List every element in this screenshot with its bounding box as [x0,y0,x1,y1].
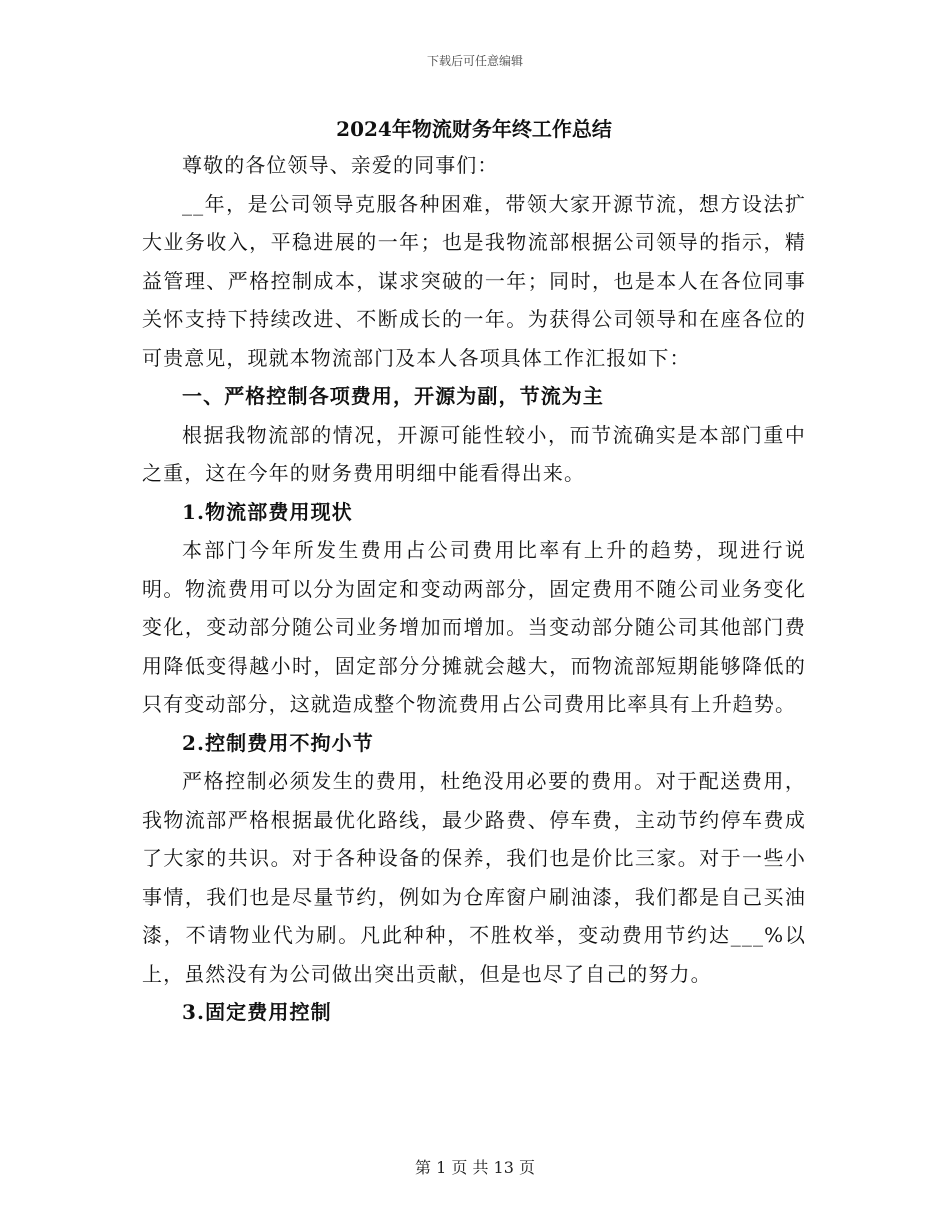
document-content [142,146,806,1032]
section-heading: 3.固定费用控制 [182,1000,332,1024]
document-title: 2024年物流财务年终工作总结 [336,117,612,141]
section-heading: 1.物流部费用现状 [182,499,353,524]
paragraph: __年，是公司领导克服各种困难，带领大家开源节流，想方设法扩大业务收入，平稳进展的一年；也是我物流部根据公司领导的指示，精益管理、严格控制成本，谋求突破的一年；同时，也是本人在各位同事关怀支持下持续改进、不断成长的一年。为获得公司领导和在座各位的可贵意见，现就本物流部门及本人各项具体工作汇报如下： [142,191,806,370]
paragraph: 本部门今年所发生费用占公司费用比率有上升的趋势，现进行说明。物流费用可以分为固定和变动两部分，固定费用不随公司业务变化变化，变动部分随公司业务增加而增加。当变动部分随公司其他部门费用降低变得越小时，固定部分分摊就会越大，而物流部短期能够降低的只有变动部分，这就造成整个物流费用占公司费用比率具有上升趋势。 [142,538,806,716]
section-heading: 2.控制费用不拘小节 [182,730,374,755]
header-note: 下载后可任意编辑 [426,54,523,68]
paragraph: 根据我物流部的情况，开源可能性较小，而节流确实是本部门重中之重，这在今年的财务费用明细中能看得出来。 [142,422,806,485]
document-body [142,112,806,1032]
page-footer: 第 1 页 共 13 页 [415,1158,535,1177]
paragraph: 严格控制必须发生的费用，杜绝没用必要的费用。对于配送费用，我物流部严格根据最优化路线，最少路费、停车费，主动节约停车费成了大家的共识。对于各种设备的保养，我们也是价比三家。对于一些小事情，我们也是尽量节约，例如为仓库窗户刷油漆，我们都是自己买油漆，不请物业代为刷。凡此种种，不胜枚举，变动费用节约达___%以上，虽然没有为公司做出突出贡献，但是也尽了自己的努力。 [142,769,806,986]
section-heading: 一、严格控制各项费用，开源为副，节流为主 [182,384,604,408]
paragraph: 尊敬的各位领导、亲爱的同事们： [182,153,499,177]
